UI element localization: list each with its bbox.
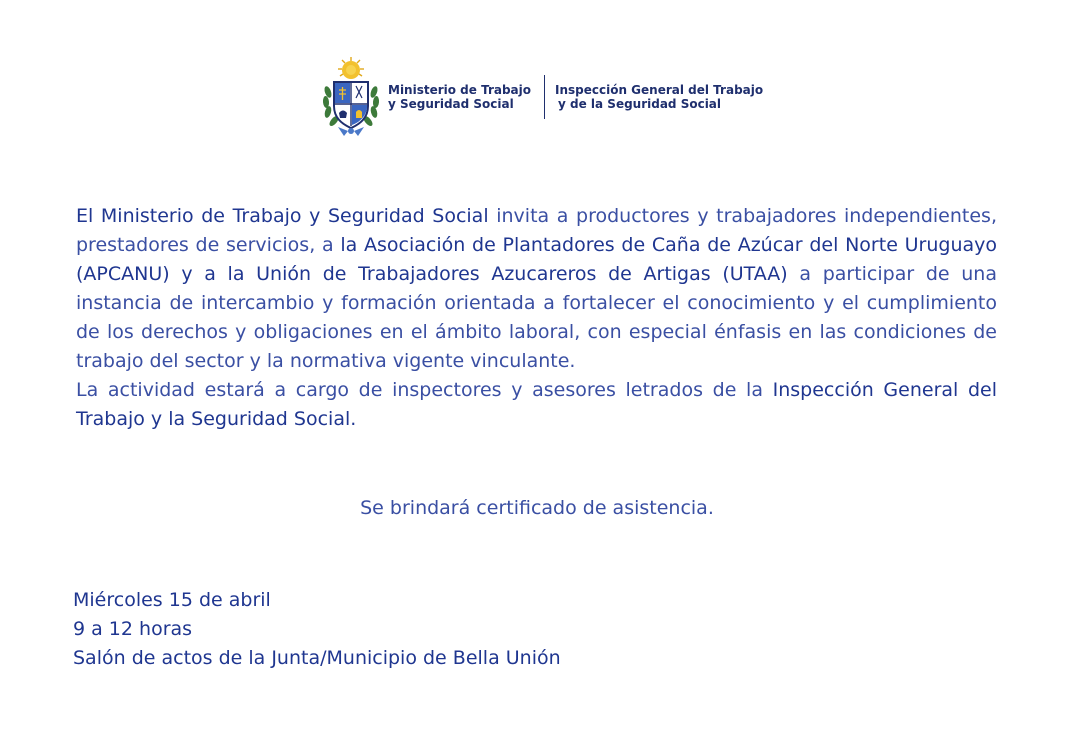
invitation-text	[76, 202, 997, 434]
inspection-name	[555, 83, 770, 111]
inspection-name-line2: y de la Seguridad Social	[558, 97, 722, 111]
event-date: Miércoles 15 de abril	[73, 589, 271, 611]
associations-highlight: la Asociación de Plantadores de Caña de Azúcar del Norte Uruguayo (APCANU) y a la Unión de Trabajadores Azucareros de Artigas (UTAA)	[76, 234, 997, 285]
inspection-highlight: Inspección General del Trabajo y la Seguridad Social.	[76, 379, 998, 430]
invitation-paragraph	[76, 202, 997, 376]
uruguay-coat-of-arms-icon	[320, 56, 382, 138]
ministry-name-line1: Ministerio de Trabajo	[388, 83, 532, 97]
event-time: 9 a 12 horas	[73, 618, 193, 640]
ministry-highlight: El Ministerio de Trabajo y Seguridad Social	[76, 205, 489, 227]
header	[320, 56, 770, 138]
activity-text: La actividad estará a cargo de inspectores y asesores letrados de la	[76, 379, 773, 401]
invitation-purpose: a participar de una instancia de intercambio y formación orientada a fortalecer el conocimiento y el cumplimiento de los derechos y obligaciones en el ámbito laboral, con especial énfasis en las condiciones de trabajo del sector y la normativa vigente vinculante.	[76, 263, 997, 372]
ribbon-icon	[338, 127, 364, 136]
certificate-notice: Se brindará certificado de asistencia.	[360, 497, 714, 519]
invitation-intro: invita a productores y trabajadores independientes, prestadores de servicios, a	[76, 205, 997, 256]
ministry-name-line2: y Seguridad Social	[388, 97, 514, 111]
header-divider	[544, 75, 545, 119]
shield-icon	[334, 82, 368, 128]
inspection-name-line1: Inspección General del Trabajo	[555, 83, 764, 97]
event-details	[73, 586, 561, 673]
event-location: Salón de actos de la Junta/Municipio de Bella Unión	[73, 647, 561, 669]
activity-paragraph	[76, 376, 997, 434]
sun-icon	[338, 57, 364, 79]
ministry-name	[388, 83, 536, 111]
